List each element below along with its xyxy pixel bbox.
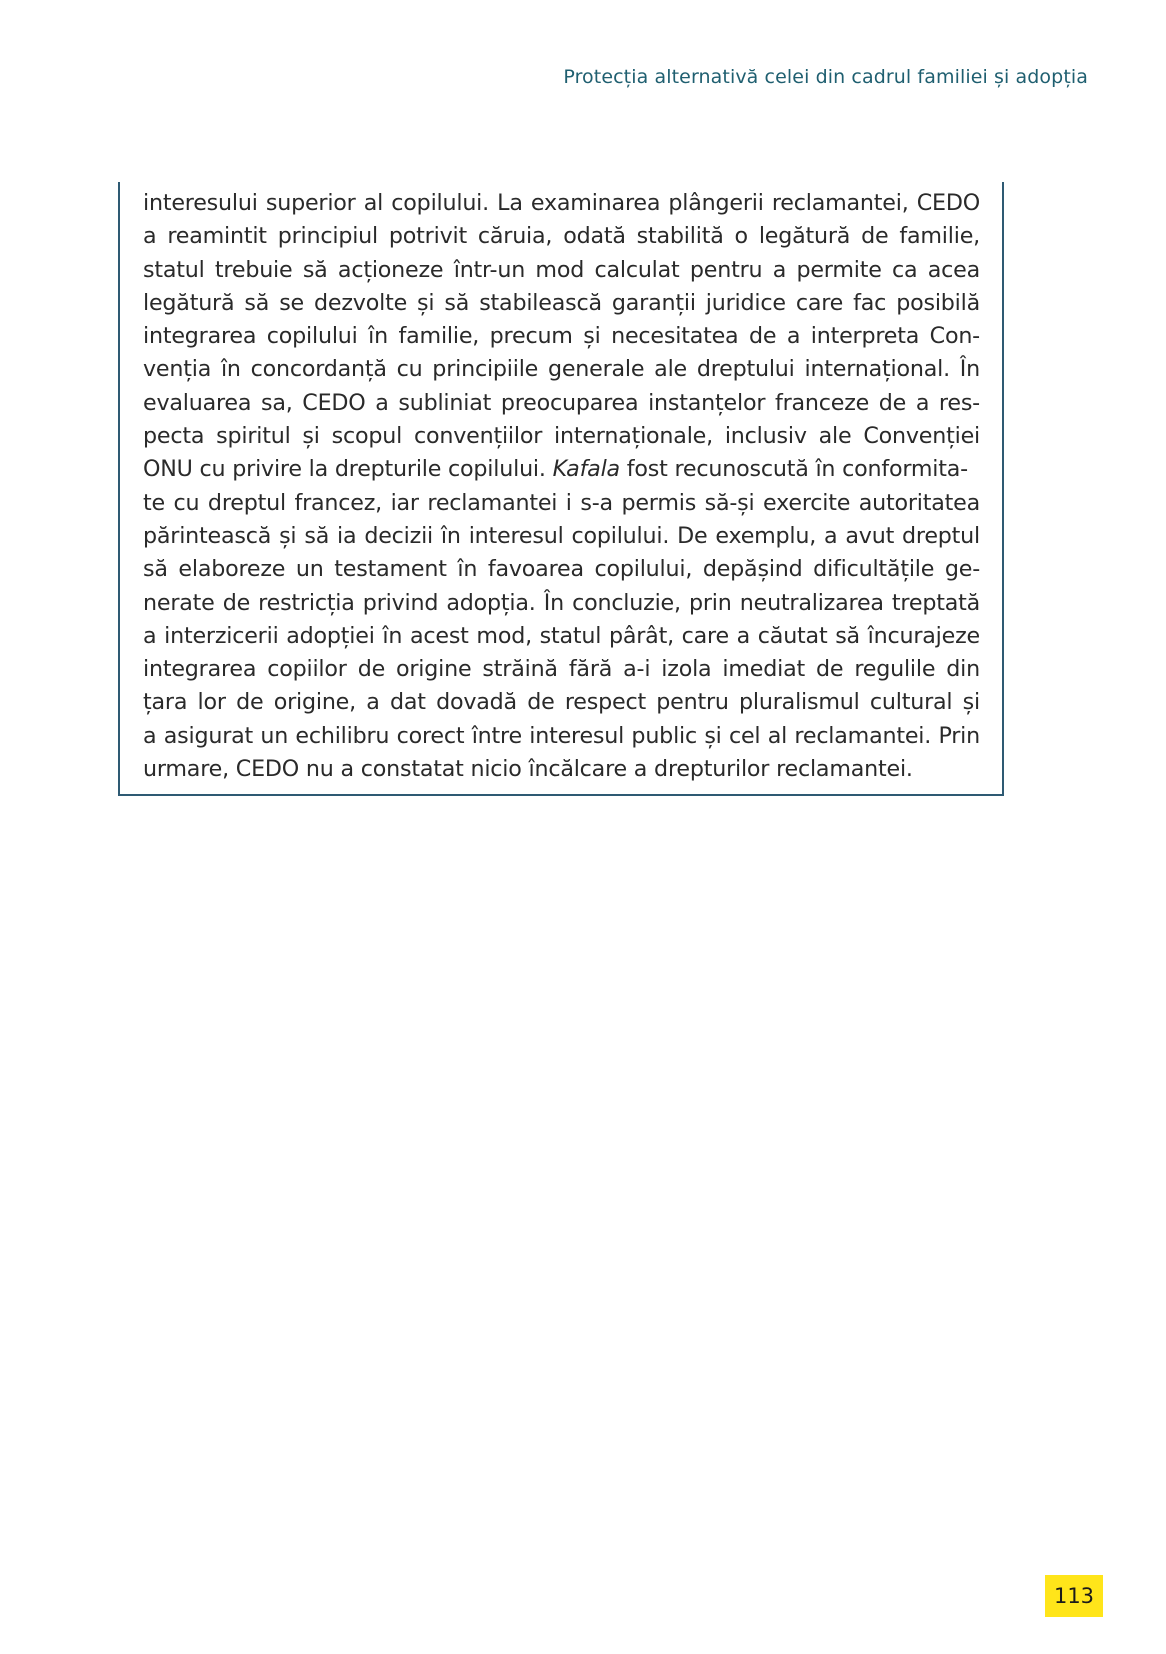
text-line: integrarea copiilor de origine străină fără a-i izola imediat de regulile din [143, 656, 980, 683]
text-line: evaluarea sa, CEDO a subliniat preocuparea instanțelor franceze de a res- [143, 389, 980, 416]
text-line-last: urmare, CEDO nu a constatat nicio încălcare a drepturilor reclamantei. [143, 756, 913, 783]
case-summary-text [143, 187, 980, 786]
text-line: te cu dreptul francez, iar reclamantei i s-a permis să-și exercite autoritatea [143, 489, 980, 516]
text-line-kafala-start: ONU cu privire la drepturile copilului. [143, 456, 546, 483]
text-line: a asigurat un echilibru corect între interesul public și cel al reclamantei. Prin [143, 722, 980, 749]
text-line: venția în concordanță cu principiile generale ale dreptului internațional. În [143, 356, 980, 383]
text-line: să elaboreze un testament în favoarea copilului, depășind dificultățile ge- [143, 556, 980, 583]
text-line: țara lor de origine, a dat dovadă de respect pentru pluralismul cultural și [143, 689, 980, 716]
text-line-kafala [143, 453, 980, 486]
text-line: a interzicerii adopției în acest mod, statul pârât, care a căutat să încurajeze [143, 622, 980, 649]
page-number: 113 [1045, 1575, 1103, 1617]
kafala-term: Kafala [552, 456, 620, 483]
text-line: pecta spiritul și scopul convențiilor internaționale, inclusiv ale Convenției [143, 423, 980, 450]
case-summary-box [118, 182, 1004, 796]
text-line: părintească și să ia decizii în interesul copilului. De exemplu, a avut dreptul [143, 522, 980, 549]
text-line: nerate de restricția privind adopția. În concluzie, prin neutralizarea treptată [143, 589, 980, 616]
text-line: a reamintit principiul potrivit căruia, odată stabilită o legătură de familie, [143, 223, 980, 250]
text-line: interesului superior al copilului. La examinarea plângerii reclamantei, CEDO [143, 190, 980, 216]
text-line-kafala-end: fost recunoscută în conformita- [619, 456, 968, 483]
text-line: integrarea copilului în familie, precum și necesitatea de a interpreta Con- [143, 323, 980, 350]
text-line: legătură să se dezvolte și să stabilească garanții juridice care fac posibilă [143, 289, 980, 316]
running-header-title: Protecția alternativă celei din cadrul familiei și adopția [563, 66, 1088, 88]
text-line: statul trebuie să acționeze într-un mod calculat pentru a permite ca acea [143, 256, 980, 283]
